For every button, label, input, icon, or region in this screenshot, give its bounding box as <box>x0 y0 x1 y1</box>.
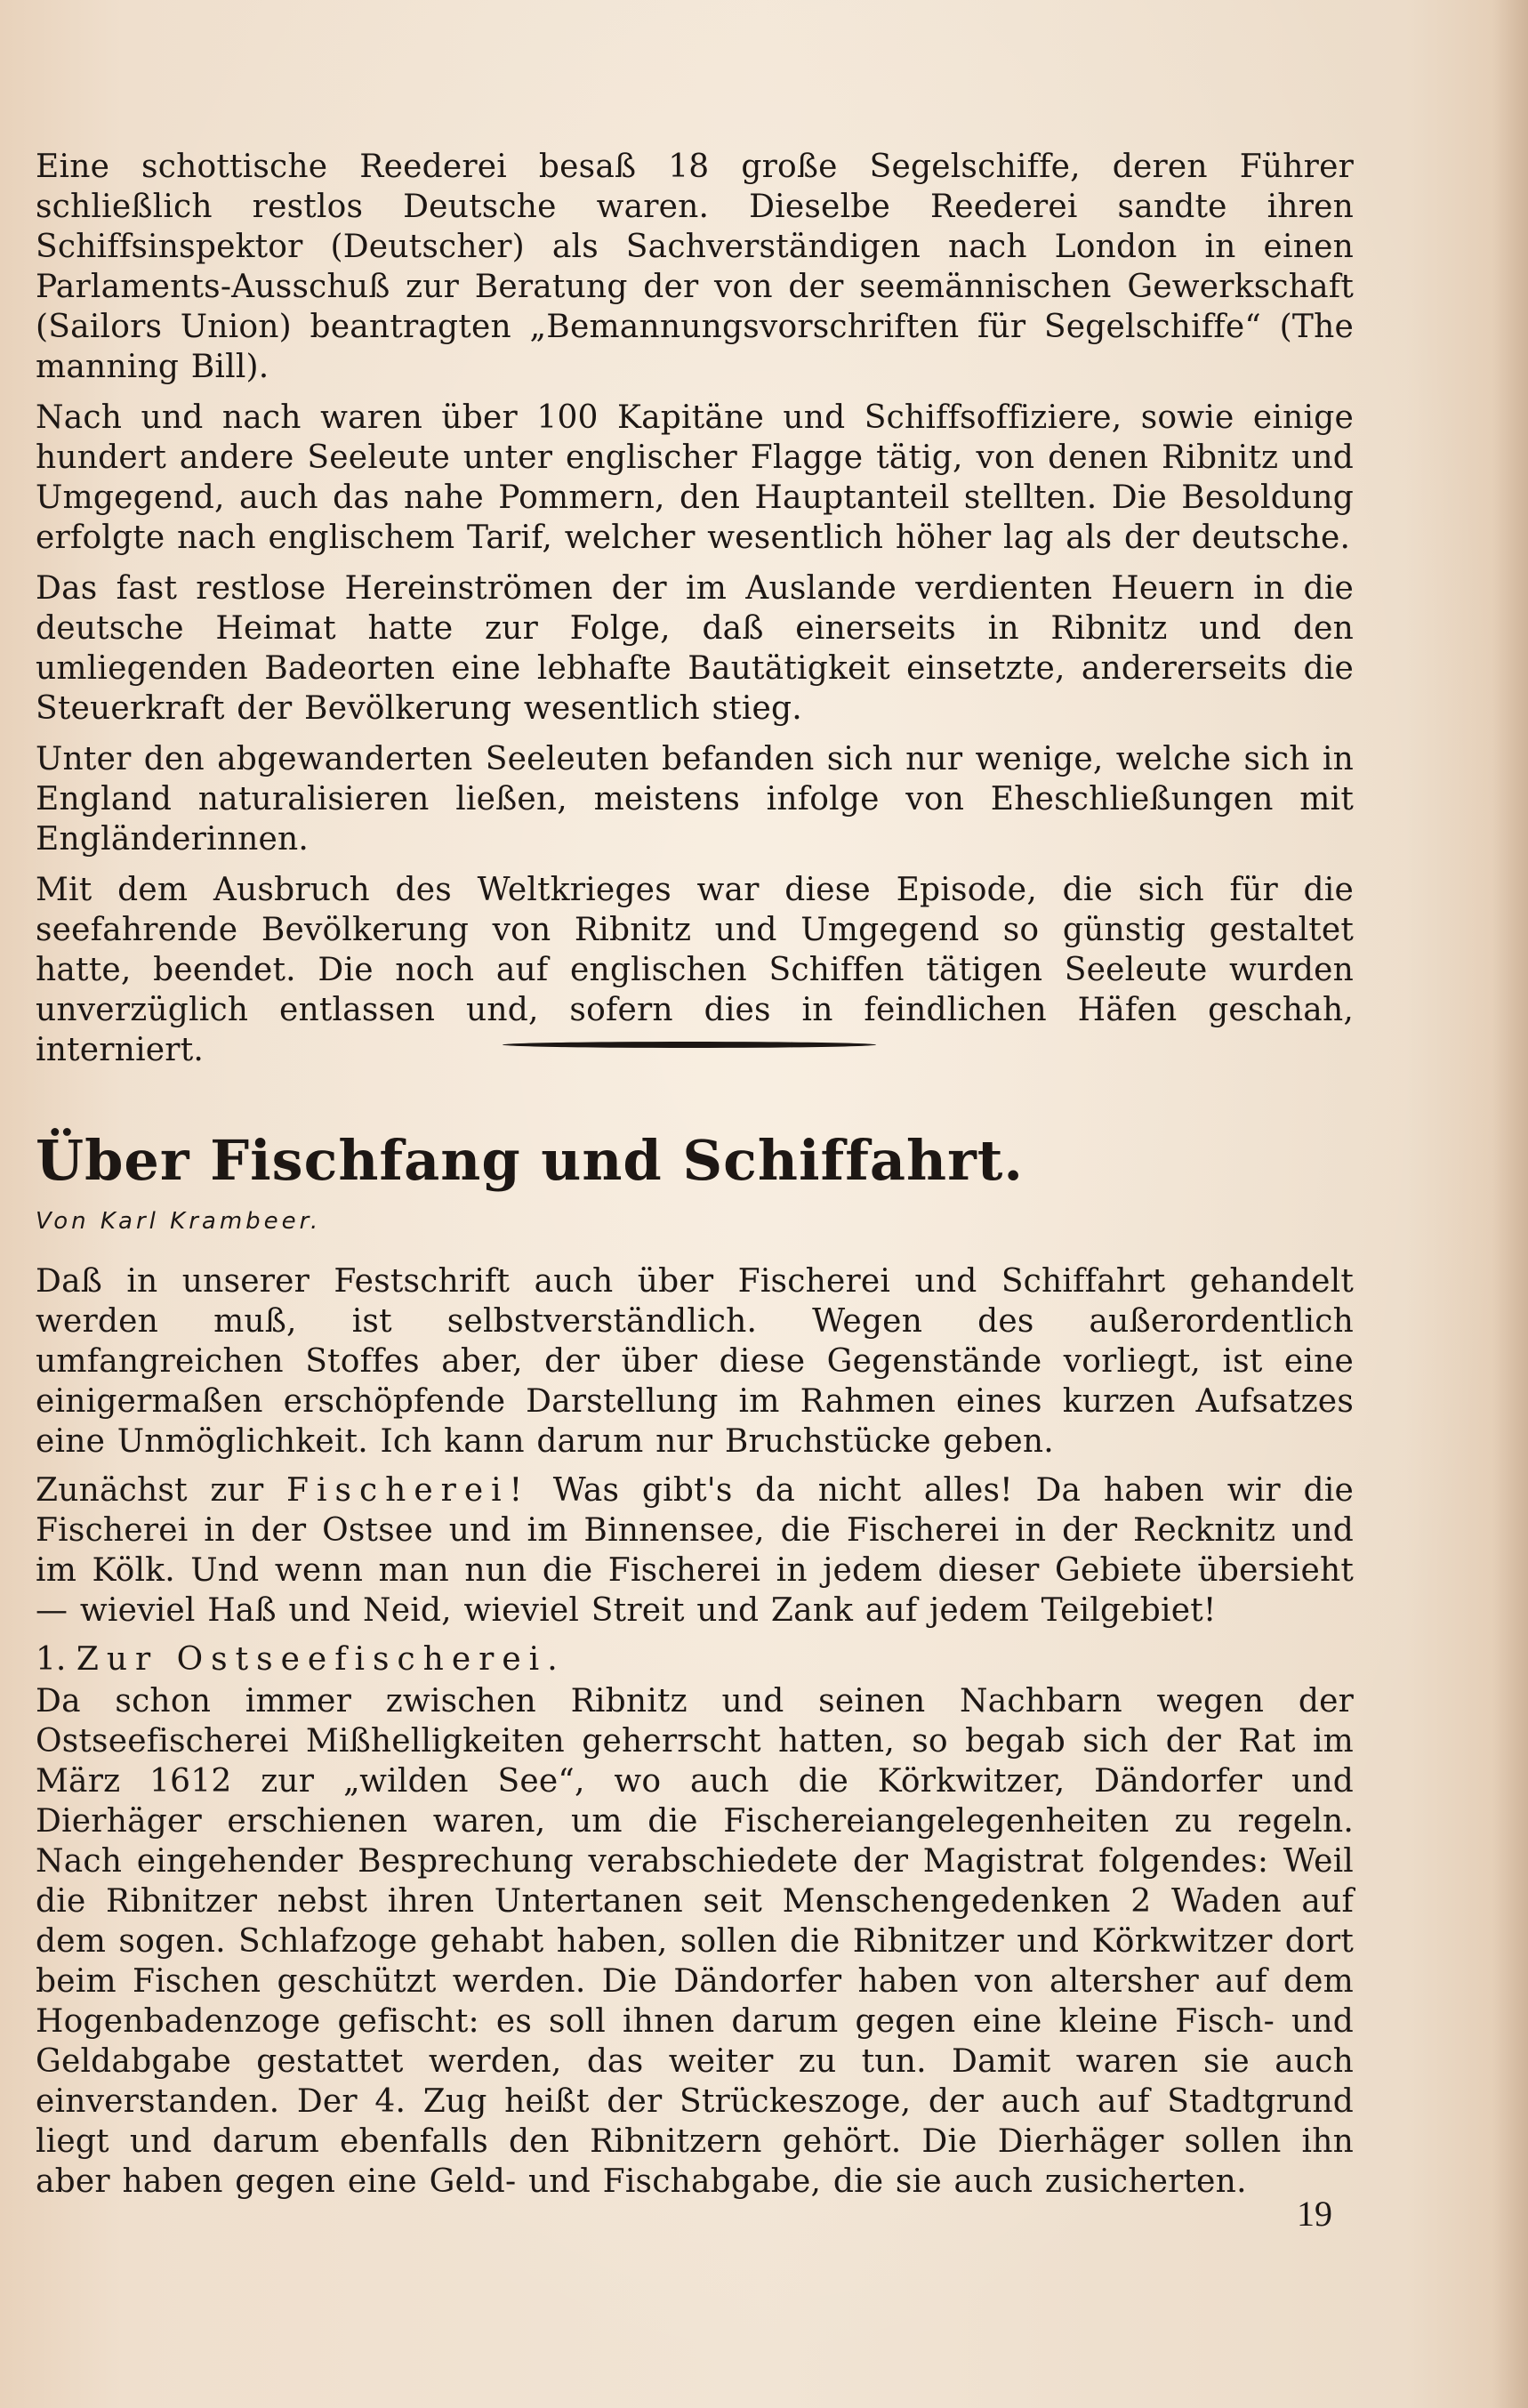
binding-shadow <box>1492 0 1528 2408</box>
fischerei-rest: Was gibt's da nicht alles! Da haben wir die Fischerei in der Ostsee und im Binnensee, die Fischerei in der Recknitz und im Kölk. Und wenn man nun die Fischerei in jedem dieser Gebiete übersieht — wieviel Haß und Neid, wieviel Streit und Zank auf jedem Teilgebiet! <box>36 1472 1354 1629</box>
section-paragraph: Da schon immer zwischen Ribnitz und seinen Nachbarn wegen der Ostseefischerei Mißhelligkeiten geherrscht hatten, so begab sich der Rat im März 1612 zur „wilden See“, wo auch die Körkwitzer, Dändorfer und Dierhäger erschienen waren, um die Fischereiangelegenheiten zu regeln. Nach eingehender Besprechung verabschiedete der Magistrat folgendes: Weil die Ribnitzer nebst ihren Untertanen seit Menschengedenken 2 Waden auf dem sogen. Schlafzoge gehabt haben, sollen die Ribnitzer und Körkwitzer dort beim Fischen geschützt werden. Die Dändorfer haben von altersher auf dem Hogenbadenzoge gefischt: es soll ihnen darum gegen eine kleine Fisch- und Geldabgabe gestattet werden, das weiter zu tun. Damit waren sie auch einverstanden. Der 4. Zug heißt der Strückeszoge, der auch auf Stadtgrund liegt und darum ebenfalls den Ribnitzern gehört. Die Dierhäger sollen ihn aber haben gegen eine Geld- und Fischabgabe, die sie auch zusicherten. <box>36 1683 1354 2200</box>
page-number: 19 <box>1297 2194 1332 2234</box>
paragraph: Das fast restlose Hereinströmen der im Auslande verdienten Heuern in die deutsche Heimat hatte zur Folge, daß einerseits in Ribnitz und den umliegenden Badeorten eine lebhafte Bautätigkeit einsetzte, andererseits die Steuerkraft der Bevölkerung wesentlich stieg. <box>36 570 1354 727</box>
fischerei-emphasis: Fischerei! <box>286 1472 531 1509</box>
article-title: Über Fischfang und Schiffahrt. <box>36 1128 1025 1193</box>
top-text-block <box>36 147 1354 1081</box>
section-divider <box>503 1042 876 1048</box>
paragraph: Nach und nach waren über 100 Kapitäne und Schiffsoffiziere, sowie einige hundert andere Seeleute unter englischer Flagge tätig, von denen Ribnitz und Umgegend, auch das nahe Pommern, den Hauptanteil stellten. Die Besoldung erfolgte nach englischem Tarif, welcher wesentlich höher lag als der deutsche. <box>36 399 1354 556</box>
paragraph: Unter den abgewanderten Seeleuten befanden sich nur wenige, welche sich in England naturalisieren ließen, meistens infolge von Eheschließungen mit Engländerinnen. <box>36 741 1354 858</box>
article-byline: Von Karl Krambeer. <box>36 1208 322 1235</box>
section-heading <box>36 1639 1354 1679</box>
section-number: 1. <box>36 1641 67 1678</box>
paragraph: Eine schottische Reederei besaß 18 große Segelschiffe, deren Führer schließlich restlos Deutsche waren. Dieselbe Reederei sandte ihren Schiffsinspektor (Deutscher) als Sachverständigen nach London in einen Parlaments-Ausschuß zur Beratung der von der seemännischen Gewerkschaft (Sailors Union) beantragten „Bemannungsvorschriften für Segelschiffe“ (The manning Bill). <box>36 149 1354 385</box>
fischerei-paragraph <box>36 1470 1354 1631</box>
article-body <box>36 1261 1354 2211</box>
fischerei-lead: Zunächst zur <box>36 1472 264 1509</box>
paragraph: Mit dem Ausbruch des Weltkrieges war diese Episode, die sich für die seefahrende Bevölkerung von Ribnitz und Umgegend so günstig gestaltet hatte, beendet. Die noch auf englischen Schiffen tätigen Seeleute wurden unverzüglich entlassen und, sofern dies in feindlichen Häfen geschah, interniert. <box>36 872 1354 1068</box>
intro-paragraph: Daß in unserer Festschrift auch über Fischerei und Schiffahrt gehandelt werden muß, ist selbstverständlich. Wegen des außerordentlich umfangreichen Stoffes aber, der über diese Gegenstände vorliegt, ist eine einigermaßen erschöpfende Darstellung im Rahmen eines kurzen Aufsatzes eine Unmöglichkeit. Ich kann darum nur Bruchstücke geben. <box>36 1263 1354 1460</box>
section-title: Zur Ostseefischerei. <box>76 1641 566 1678</box>
